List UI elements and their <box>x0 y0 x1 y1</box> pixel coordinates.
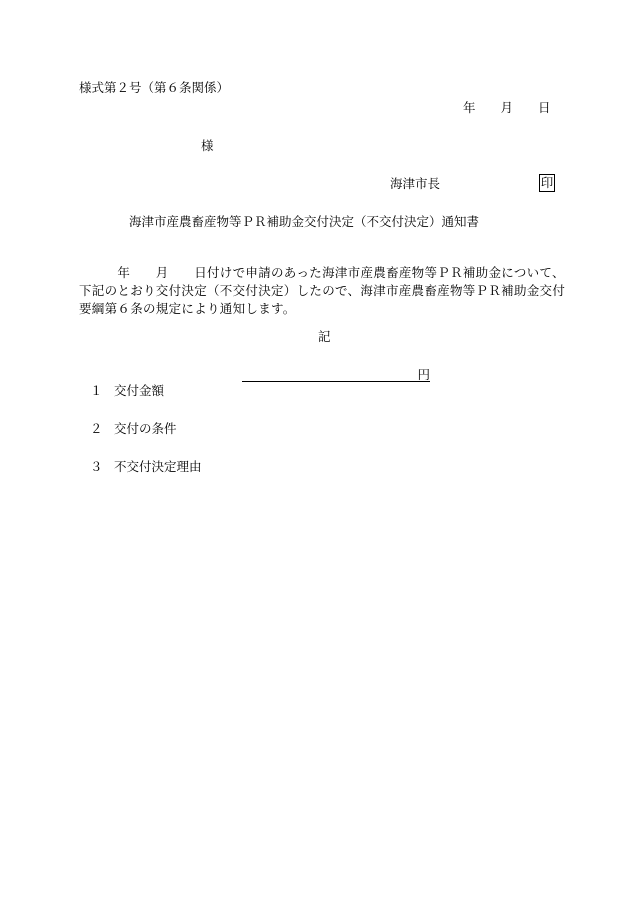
item-label: 不交付決定理由 <box>113 459 202 474</box>
addressee-suffix: 様 <box>201 138 214 153</box>
body-paragraph: 年 月 日付けで申請のあった海津市産農畜産物等ＰＲ補助金について、下記のとおり交付決定（不交付決定）したので、海津市産農畜産物等ＰＲ補助金交付要綱第６条の規定により通知します。 <box>79 264 566 316</box>
item-grant-amount <box>82 367 164 399</box>
item-number: ２ <box>89 421 103 436</box>
item-grant-conditions <box>82 405 176 437</box>
seal-box: 印 <box>540 175 554 190</box>
item-label: 交付金額 <box>113 383 164 398</box>
ki-heading: 記 <box>318 329 331 344</box>
form-number: 様式第２号（第６条関係） <box>79 80 230 95</box>
issuer-title: 海津市長 <box>390 176 441 191</box>
amount-field <box>242 367 430 382</box>
amount-unit: 円 <box>417 367 430 382</box>
item-label: 交付の条件 <box>113 421 177 436</box>
document-title: 海津市産農畜産物等ＰＲ補助金交付決定（不交付決定）通知書 <box>129 214 480 229</box>
date-line: 年 月 日 <box>463 100 551 115</box>
item-non-grant-reason <box>82 443 201 475</box>
item-number: ３ <box>89 459 103 474</box>
item-number: １ <box>89 383 103 398</box>
